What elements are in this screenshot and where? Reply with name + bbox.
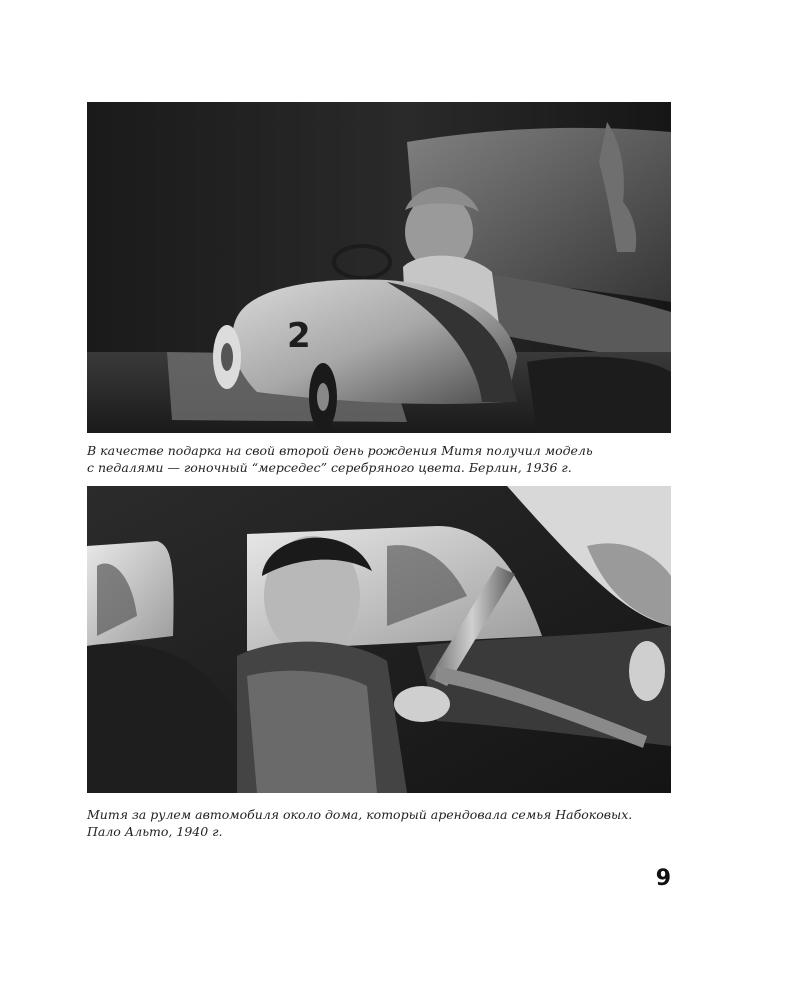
photo-caption-1 <box>87 442 687 476</box>
photo-boy-at-wheel-image <box>87 486 671 793</box>
caption-line: Митя за рулем автомобиля около дома, который арендовала семья Набоковых. <box>87 807 633 822</box>
caption-line: Пало Альто, 1940 г. <box>87 824 223 839</box>
photo-child-pedal-car-image <box>87 102 671 433</box>
caption-line: В качестве подарка на свой второй день рождения Митя получил модель <box>87 443 593 458</box>
photo-child-pedal-car <box>87 102 671 433</box>
photo-caption-2 <box>87 806 687 840</box>
car-number: 2 <box>287 316 311 356</box>
page-number: 9 <box>655 866 671 891</box>
photo-boy-at-wheel <box>87 486 671 793</box>
caption-line: с педалями — гоночный “мерседес” серебряного цвета. Берлин, 1936 г. <box>87 460 572 475</box>
